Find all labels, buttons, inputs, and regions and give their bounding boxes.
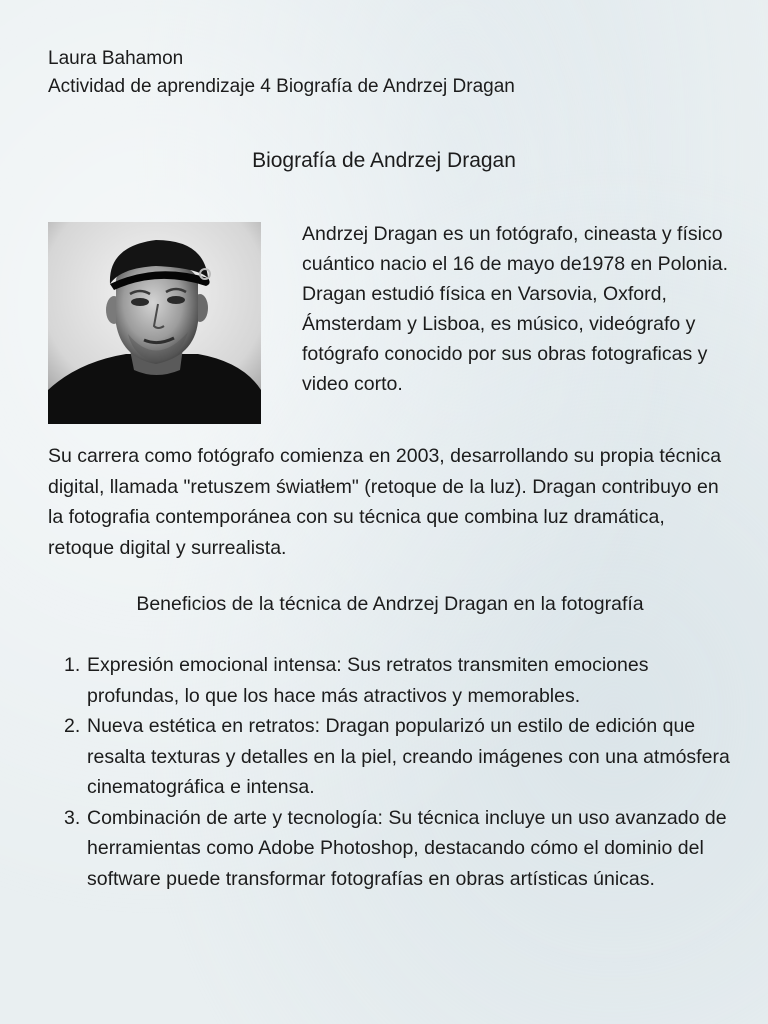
list-number: 3.: [64, 806, 81, 829]
activity-title: Actividad de aprendizaje 4 Biografía de Andrzej Dragan: [48, 76, 515, 97]
list-item-text: Nueva estética en retratos: Dragan popularizó un estilo de edición que resalta texturas y detalles en la piel, creando imágenes con una atmósfera cinematográfica e intensa.: [87, 715, 730, 798]
list-number: 1.: [64, 654, 81, 676]
list-item-text: Expresión emocional intensa: Sus retratos transmiten emociones profundas, lo que los hace más atractivos y memorables.: [87, 654, 649, 707]
author-name: Laura Bahamon: [48, 48, 184, 69]
document-header: [48, 45, 515, 101]
list-item-text: Combinación de arte y tecnología: Su técnica incluye un uso avanzado de herramientas como Adobe Photoshop, destacando cómo el dominio del software puede transformar fotografías en obras artísticas únicas.: [87, 806, 727, 890]
list-number: 2.: [64, 715, 81, 737]
intro-paragraph: Andrzej Dragan es un fotógrafo, cineasta y físico cuántico nacio el 16 de mayo de1978 en Polonia. Dragan estudió física en Varsovia, Oxford, Ámsterdam y Lisboa, es músico, videógrafo y fotógrafo conocido por sus obras fotograficas y video corto.: [302, 223, 729, 395]
list-item: [60, 803, 732, 895]
portrait-photo: [48, 222, 261, 424]
benefits-list: [60, 650, 732, 894]
list-item: [60, 650, 732, 711]
benefits-title: Beneficios de la técnica de Andrzej Dragan en la fotografía: [136, 593, 644, 615]
page-title: Biografía de Andrzej Dragan: [252, 149, 516, 172]
career-paragraph: Su carrera como fotógrafo comienza en 2003, desarrollando su propia técnica digital, llamada "retuszem światłem" (retoque de la luz). Dragan contribuyo en la fotografia contemporánea con su técnica que combina luz dramática, retoque digital y surrealista.: [48, 445, 722, 559]
list-item: [60, 711, 732, 803]
